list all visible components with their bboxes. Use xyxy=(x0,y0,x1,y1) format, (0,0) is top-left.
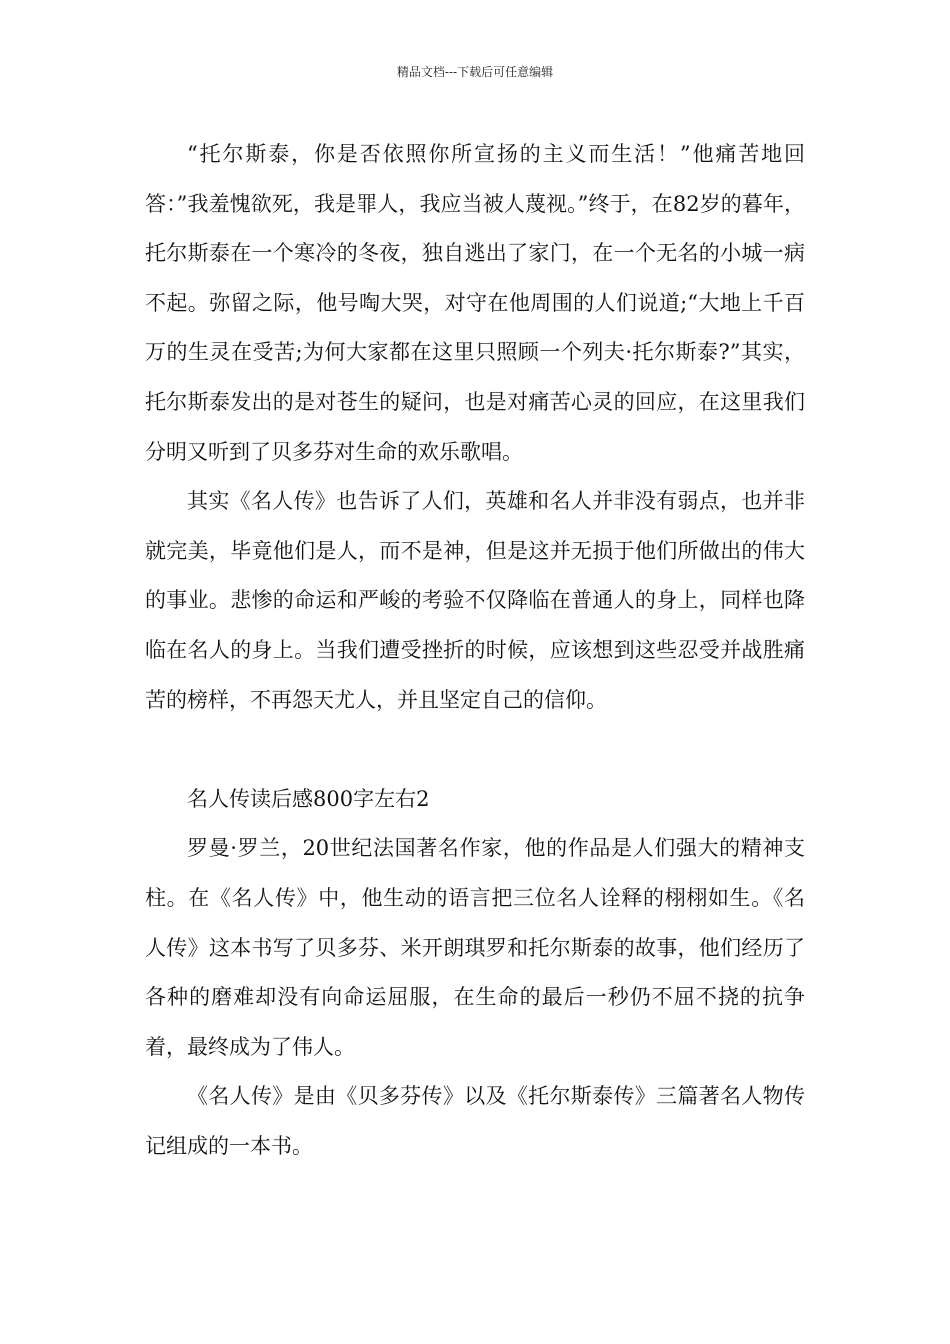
paragraph-tolstoy-answer: “托尔斯泰，你是否依照你所宣扬的主义而生活！”他痛苦地回答：”我羞愧欲死，我是罪人，我应当被人蔑视。”终于，在82岁的暮年，托尔斯泰在一个寒冷的冬夜，独自逃出了家门，在一个无名的小城一病不起。弥留之际，他号啕大哭，对守在他周围的人们说道;“大地上千百万的生灵在受苦;为何大家都在这里只照顾一个列夫·托尔斯泰?”其实，托尔斯泰发出的是对苍生的疑问，也是对痛苦心灵的回应，在这里我们分明又听到了贝多芬对生命的欢乐歌唱。 xyxy=(145,142,805,464)
paragraph-book-composition: 《名人传》是由《贝多芬传》以及《托尔斯泰传》三篇著名人物传记组成的一本书。 xyxy=(145,1084,805,1158)
section-heading: 名人传读后感800字左右2 xyxy=(187,786,430,811)
page-header: 精品文档---下载后可任意编辑 xyxy=(396,65,554,79)
paragraph-romain-rolland: 罗曼·罗兰，20世纪法国著名作家，他的作品是人们强大的精神支柱。在《名人传》中，他生动的语言把三位名人诠释的栩栩如生。《名人传》这本书写了贝多芬、米开朗琪罗和托尔斯泰的故事，他们经历了各种的磨难却没有向命运屈服，在生命的最后一秒仍不屈不挠的抗争着，最终成为了伟人。 xyxy=(145,836,805,1059)
paragraph-heroes-flaws: 其实《名人传》也告诉了人们，英雄和名人并非没有弱点，也并非就完美，毕竟他们是人，而不是神，但是这并无损于他们所做出的伟大的事业。悲惨的命运和严峻的考验不仅降临在普通人的身上，同样也降临在名人的身上。当我们遭受挫折的时候，应该想到这些忍受并战胜痛苦的榜样，不再怨天尤人，并且坚定自己的信仰。 xyxy=(145,489,805,712)
document-body xyxy=(145,130,805,1171)
